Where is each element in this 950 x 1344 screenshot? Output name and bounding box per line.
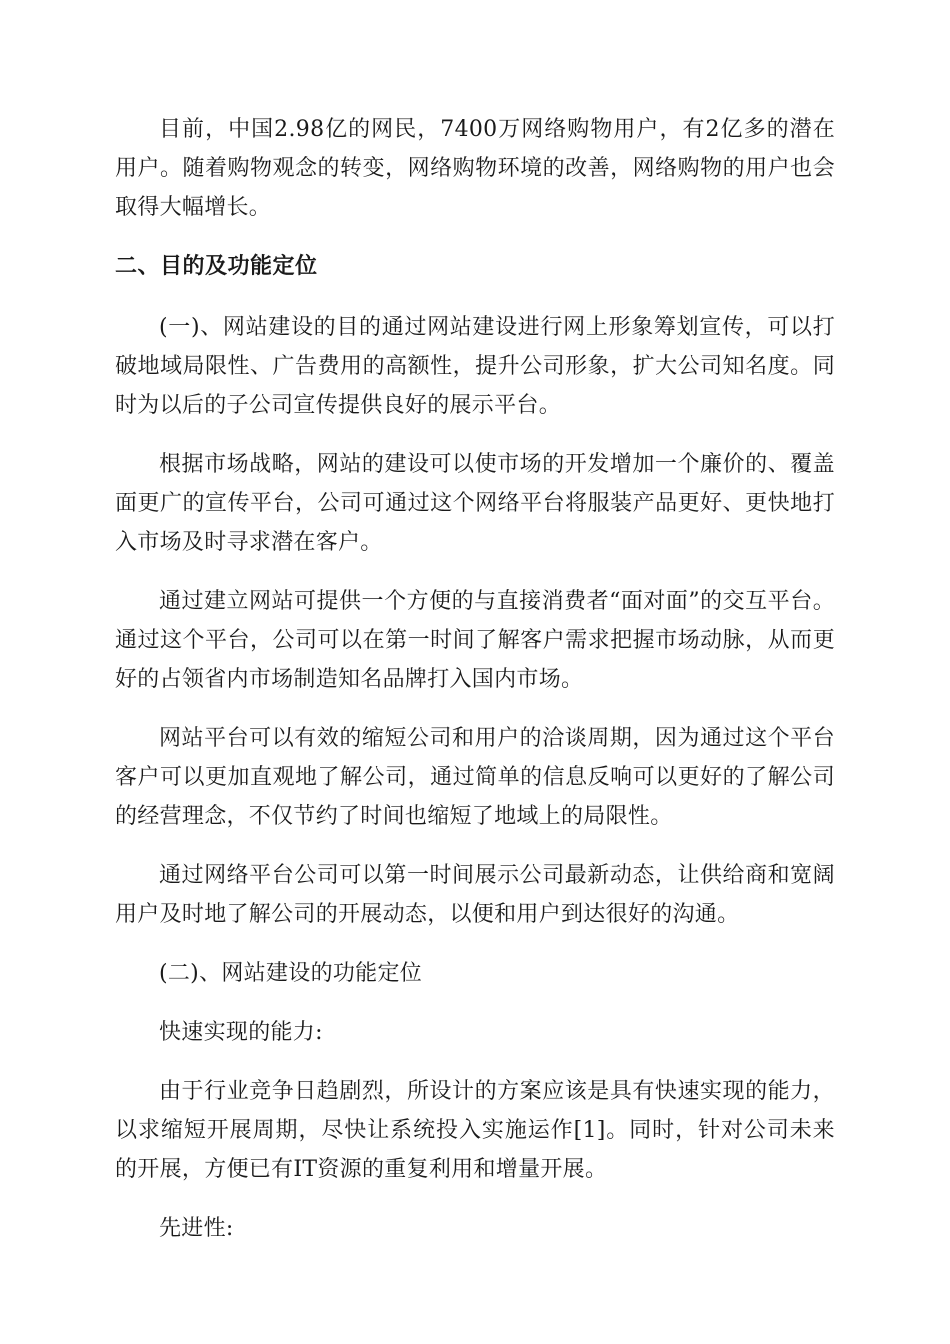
advanced-label: 先进性: [159,1216,234,1241]
purpose-paragraph-1: (一)、网站建设的目的通过网站建设进行网上形象筹划宣传，可以打破地域局限性、广告费用的高额性，提升公司形象，扩大公司知名度。同时为以后的子公司宣传提供良好的展示平台。 [115,315,835,418]
rapid-label: 快速实现的能力: [159,1020,323,1045]
purpose-paragraph-2: 根据市场战略，网站的建设可以使市场的开发增加一个廉价的、覆盖面更广的宣传平台，公司可通过这个网络平台将服装产品更好、更快地打入市场及时寻求潜在客户。 [115,452,835,555]
intro-paragraph: 目前，中国2.98亿的网民，7400万网络购物用户，有2亿多的潜在用户。随着购物观念的转变，网络购物环境的改善，网络购物的用户也会取得大幅增长。 [115,117,835,220]
rapid-paragraph: 由于行业竞争日趋剧烈，所设计的方案应该是具有快速实现的能力，以求缩短开展周期，尽快让系统投入实施运作[1]。同时，针对公司未来的开展，方便已有IT资源的重复利用和增量开展。 [115,1079,835,1182]
purpose-paragraph-3: 通过建立网站可提供一个方便的与直接消费者“面对面”的交互平台。通过这个平台，公司可以在第一时间了解客户需求把握市场动脉，从而更好的占领省内市场制造知名品牌打入国内市场。 [115,589,835,692]
section-heading: 二、目的及功能定位 [115,254,318,279]
purpose-paragraph-4: 网站平台可以有效的缩短公司和用户的洽谈周期，因为通过这个平台客户可以更加直观地了解公司，通过简单的信息反响可以更好的了解公司的经营理念，不仅节约了时间也缩短了地域上的局限性。 [115,726,835,829]
function-subheading: (二)、网站建设的功能定位 [159,961,423,986]
document-page [115,110,835,1268]
purpose-paragraph-5: 通过网络平台公司可以第一时间展示公司最新动态，让供给商和宽阔用户及时地了解公司的开展动态，以便和用户到达很好的沟通。 [115,863,835,927]
